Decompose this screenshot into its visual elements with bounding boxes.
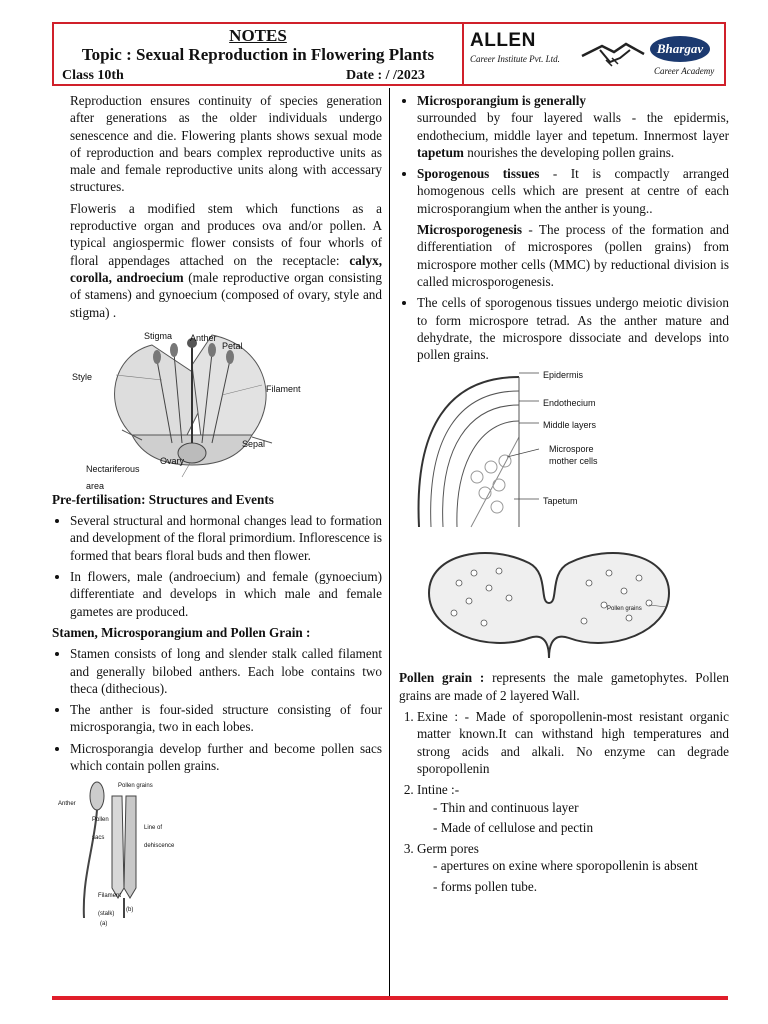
allen-logo: ALLEN <box>470 30 536 51</box>
topic-title: Topic : Sexual Reproduction in Flowering Plants <box>81 45 435 64</box>
label-sepal: Sepal <box>242 438 266 449</box>
label-petal: Petal <box>222 340 243 351</box>
list-item: • Sporogenous tissues - It is compactly arranged homogenous cells which are present at centre of each microsporangium when the anther is young.. <box>417 165 729 217</box>
stamen-list <box>52 645 382 774</box>
meiotic-list <box>399 294 729 363</box>
microsporogenesis-paragraph: Microsporogenesis - The process of the formation and differentiation of microspores (pollen grains) from microspore mother cells (MMC) by reductional division is called microsporogenesis. <box>417 222 729 289</box>
list-item: • Microsporangia develop further and become pollen sacs which contain pollen grains. <box>70 740 382 775</box>
right-column <box>399 92 729 899</box>
label-mother-cells: mother cells <box>549 456 598 467</box>
label-microspore: Microspore <box>549 444 594 455</box>
label-tapetum: Tapetum <box>543 496 578 507</box>
label-pollen-grains: Pollen grains <box>118 783 153 790</box>
list-item: • Microsporangium is generally surrounded by four layered walls - the epidermis, endothecium, middle layer and tepetum. Innermost layer tapetum nourishes the developing pollen grains. <box>417 92 729 161</box>
label-nectariferous: Nectariferous area <box>86 463 140 492</box>
label-pollen-sacs: Pollen sacs <box>92 817 109 841</box>
label-ovary: Ovary <box>160 455 185 466</box>
list-item: • Stamen consists of long and slender stalk called filament and generally bilobed anthers. Each lobe contains two theca (dithecious). <box>70 645 382 697</box>
list-item: 2. Intine :- - Thin and continuous layer - Made of cellulose and pectin <box>417 781 729 836</box>
label-stigma: Stigma <box>144 330 173 341</box>
label-a: (a) <box>100 921 108 928</box>
bhargav-logo: Bhargav <box>650 36 710 62</box>
microsporangium-wall-diagram <box>399 367 729 537</box>
column-divider <box>389 88 390 996</box>
list-item: - apertures on exine where sporopollenin is absent <box>433 857 729 874</box>
label-b: (b) <box>126 907 134 914</box>
date-label: Date : / /2023 <box>346 68 425 83</box>
header-divider <box>462 24 464 84</box>
stamen-diagram <box>52 778 382 928</box>
header-box <box>52 22 726 86</box>
list-item: - forms pollen tube. <box>433 878 729 895</box>
allen-logo-subtitle: Career Institute Pvt. Ltd. <box>470 54 560 64</box>
bottom-red-bar <box>52 996 728 1000</box>
intro-paragraph-1: Reproduction ensures continuity of species generation after generations as the older individuals undergo senescence and die. Flowering plants shows sexual mode of reproduction and bears complex reproductive units as male and female reproductive units along with accessary structures. <box>70 93 382 195</box>
pollen-grain-paragraph: Pollen grain : represents the male gametophytes. Pollen grains are made of 2 layered Wall. <box>399 670 729 703</box>
list-item: 3. Germ pores - apertures on exine where sporopollenin is absent - forms pollen tube. <box>417 840 729 895</box>
intro-paragraph-2: Floweris a modified stem which functions as a reproductive organ and produces ova and/or pollen. A typical angiospermic flower consists of four whorls of floral appendages attached on the receptacle: calyx, corolla, androecium (male reproductive organ consisting of stamens) and gynoecium (composed of ovary, style and stigma) . <box>70 200 382 320</box>
anther-cross-section-diagram <box>399 543 729 663</box>
list-item: - Made of cellulose and pectin <box>433 819 729 836</box>
list-item: 1. Exine : - Made of sporopollenin-most resistant organic matter known.It can withstand high temperatures and strong acids and alkali. No enzyme can degrade sporopollenin <box>417 708 729 777</box>
class-label: Class 10th <box>62 68 124 83</box>
label-filament-stalk: Filament (stalk) <box>98 893 122 917</box>
label-middle-layers: Middle layers <box>543 420 597 431</box>
label-anther: Anther <box>190 332 217 343</box>
anther-section-illustration <box>399 543 729 663</box>
stamen-heading: Stamen, Microsporangium and Pollen Grain : <box>52 624 311 640</box>
intine-sublist <box>417 799 729 837</box>
bhargav-logo-subtitle: Career Academy <box>654 66 715 76</box>
list-item: • The anther is four-sided structure consisting of four microsporangia, two in each lobes. <box>70 701 382 736</box>
list-item: • The cells of sporogenous tissues undergo meiotic division to form microspore tetrad. As the anther mature and dehydrate, the microspore dissociate and develops into pollen grains. <box>417 294 729 363</box>
notes-title: NOTES <box>229 26 287 45</box>
list-item: - Thin and continuous layer <box>433 799 729 816</box>
prefertilisation-heading: Pre-fertilisation: Structures and Events <box>52 491 274 507</box>
left-column <box>52 92 382 934</box>
label-endothecium: Endothecium <box>543 398 596 409</box>
germ-sublist <box>417 857 729 895</box>
label-anther-pollen: Pollen grains <box>607 606 642 613</box>
list-item: • Several structural and hormonal changes lead to formation and development of the floral primordium. Inflorescence is formed that bears floral buds and then flower. <box>70 512 382 564</box>
handshake-icon <box>580 32 646 72</box>
pollen-wall-list <box>399 708 729 895</box>
label-line-dehiscence: Line of dehiscence <box>144 825 175 849</box>
prefertilisation-list <box>52 512 382 620</box>
label-filament: Filament <box>266 383 301 394</box>
list-item: • In flowers, male (androecium) and female (gynoecium) differentiate and develops in which male and female gametes are produced. <box>70 568 382 620</box>
label-epidermis: Epidermis <box>543 370 584 381</box>
microsporangium-list <box>399 92 729 217</box>
label-style: Style <box>72 371 93 382</box>
label-stamen-anther: Anther <box>58 801 76 808</box>
flower-diagram <box>52 325 382 492</box>
